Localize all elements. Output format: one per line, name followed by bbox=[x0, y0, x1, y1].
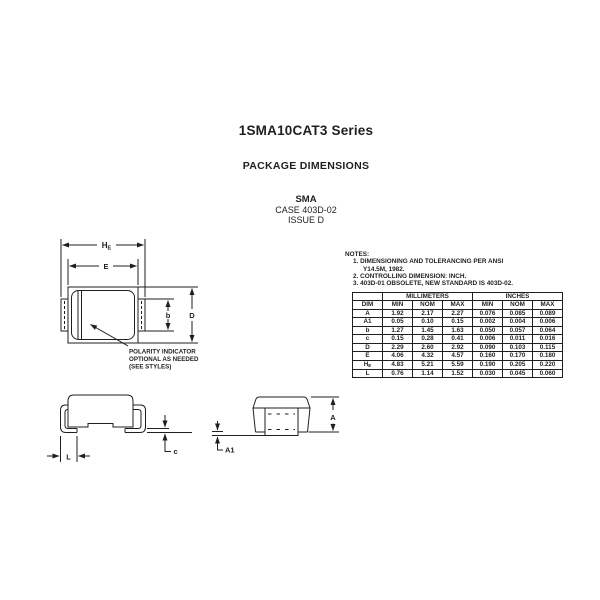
dim-label-l: L bbox=[66, 452, 71, 462]
value-cell: 0.28 bbox=[413, 335, 443, 344]
c-dimension bbox=[147, 415, 192, 456]
dim-label-d: D bbox=[189, 310, 195, 320]
value-cell: 2.92 bbox=[443, 343, 473, 352]
table-row bbox=[353, 369, 563, 378]
value-cell: 1.14 bbox=[413, 369, 443, 378]
value-cell: 2.60 bbox=[413, 343, 443, 352]
package-body-end-view bbox=[212, 397, 310, 436]
value-cell: 1.52 bbox=[443, 369, 473, 378]
value-cell: 0.15 bbox=[383, 335, 413, 344]
value-cell: 5.21 bbox=[413, 360, 443, 369]
value-cell: 0.057 bbox=[503, 326, 533, 335]
section-heading: PACKAGE DIMENSIONS bbox=[242, 160, 370, 172]
value-cell: 4.83 bbox=[383, 360, 413, 369]
value-cell: 0.004 bbox=[503, 318, 533, 327]
col-header: NOM bbox=[503, 301, 533, 310]
value-cell: 0.050 bbox=[473, 326, 503, 335]
table-row bbox=[353, 335, 563, 344]
value-cell: 4.57 bbox=[443, 352, 473, 361]
dim-label-cell: D bbox=[353, 343, 383, 352]
left-terminal bbox=[61, 299, 68, 331]
dim-label-cell: $H_E$ bbox=[353, 360, 383, 369]
value-cell: 2.27 bbox=[443, 309, 473, 318]
value-cell: 0.002 bbox=[473, 318, 503, 327]
value-cell: 0.190 bbox=[473, 360, 503, 369]
dim-label-c: c bbox=[173, 447, 178, 456]
dim-column-header: DIM bbox=[353, 301, 383, 310]
package-body-side-view bbox=[68, 395, 133, 427]
table-row bbox=[353, 343, 563, 352]
side-view-diagram bbox=[40, 385, 230, 470]
dimension-table bbox=[352, 292, 563, 378]
package-name: SMA bbox=[295, 194, 317, 205]
end-view-diagram bbox=[210, 390, 345, 465]
value-cell: 4.32 bbox=[413, 352, 443, 361]
value-cell: 0.064 bbox=[533, 326, 563, 335]
value-cell: 1.63 bbox=[443, 326, 473, 335]
dim-label-cell: c bbox=[353, 335, 383, 344]
a-dimension bbox=[309, 397, 340, 432]
table-row bbox=[353, 309, 563, 318]
dim-label-b: b bbox=[165, 310, 171, 320]
value-cell: 0.10 bbox=[413, 318, 443, 327]
value-cell: 0.205 bbox=[503, 360, 533, 369]
value-cell: 1.92 bbox=[383, 309, 413, 318]
dim-label-cell: b bbox=[353, 326, 383, 335]
value-cell: 0.180 bbox=[533, 352, 563, 361]
value-cell: 1.27 bbox=[383, 326, 413, 335]
table-row bbox=[353, 326, 563, 335]
dim-label-e: E bbox=[103, 262, 109, 271]
b-dimension bbox=[145, 299, 174, 331]
col-header: MAX bbox=[443, 301, 473, 310]
e-dimension bbox=[68, 259, 138, 285]
note-line: 3. 403D-01 OBSOLETE, NEW STANDARD IS 403D-02. bbox=[353, 280, 514, 288]
value-cell: 0.220 bbox=[533, 360, 563, 369]
table-row bbox=[353, 352, 563, 361]
value-cell: 0.15 bbox=[443, 318, 473, 327]
value-cell: 0.030 bbox=[473, 369, 503, 378]
dim-label-cell: E bbox=[353, 352, 383, 361]
notes-block bbox=[345, 251, 513, 287]
value-cell: 0.060 bbox=[533, 369, 563, 378]
unit-header-inches: INCHES bbox=[473, 293, 563, 301]
value-cell: 0.076 bbox=[473, 309, 503, 318]
table-row bbox=[353, 360, 563, 369]
value-cell: 0.089 bbox=[533, 309, 563, 318]
col-header: NOM bbox=[413, 301, 443, 310]
dim-label-cell: L bbox=[353, 369, 383, 378]
value-cell: 0.006 bbox=[533, 318, 563, 327]
value-cell: 0.41 bbox=[443, 335, 473, 344]
value-cell: 0.103 bbox=[503, 343, 533, 352]
table-column-header-row bbox=[353, 301, 563, 310]
value-cell: 0.05 bbox=[383, 318, 413, 327]
page-title: 1SMA10CAT3 Series bbox=[238, 123, 374, 138]
dim-corner-cell bbox=[353, 293, 383, 301]
value-cell: 0.085 bbox=[503, 309, 533, 318]
dim-label-a: A bbox=[330, 413, 336, 422]
svg-text:POLARITY INDICATOR: POLARITY INDICATOR bbox=[129, 348, 196, 356]
col-header: MIN bbox=[383, 301, 413, 310]
right-terminal bbox=[138, 299, 145, 331]
dim-label-cell: A bbox=[353, 309, 383, 318]
note-line: Y14.5M, 1982. bbox=[363, 265, 405, 273]
case-number: CASE 403D-02 bbox=[275, 205, 337, 215]
package-body-top-view bbox=[61, 287, 145, 343]
issue-line: ISSUE D bbox=[287, 215, 324, 225]
unit-header-millimeters: MILLIMETERS bbox=[383, 293, 473, 301]
value-cell: 0.76 bbox=[383, 369, 413, 378]
value-cell: 0.016 bbox=[533, 335, 563, 344]
svg-text:(SEE STYLES): (SEE STYLES) bbox=[129, 363, 172, 371]
dim-label-he: HE bbox=[101, 241, 112, 252]
value-cell: 0.160 bbox=[473, 352, 503, 361]
value-cell: 0.115 bbox=[533, 343, 563, 352]
value-cell: 5.59 bbox=[443, 360, 473, 369]
value-cell: 0.170 bbox=[503, 352, 533, 361]
dim-label-a1: A1 bbox=[225, 445, 235, 455]
value-cell: 0.045 bbox=[503, 369, 533, 378]
value-cell: 0.006 bbox=[473, 335, 503, 344]
dim-label-cell: A1 bbox=[353, 318, 383, 327]
svg-text:OPTIONAL AS NEEDED: OPTIONAL AS NEEDED bbox=[129, 356, 199, 363]
value-cell: 4.06 bbox=[383, 352, 413, 361]
value-cell: 2.29 bbox=[383, 343, 413, 352]
note-line: 2. CONTROLLING DIMENSION: INCH. bbox=[353, 272, 467, 280]
note-line: 1. DIMENSIONING AND TOLERANCING PER ANSI bbox=[353, 258, 504, 266]
table-row bbox=[353, 318, 563, 327]
value-cell: 1.45 bbox=[413, 326, 443, 335]
l-dimension bbox=[47, 436, 90, 462]
top-view-diagram bbox=[40, 233, 215, 383]
value-cell: 0.011 bbox=[503, 335, 533, 344]
a1-dimension bbox=[212, 421, 235, 455]
table-unit-header-row bbox=[353, 293, 563, 301]
value-cell: 2.17 bbox=[413, 309, 443, 318]
value-cell: 0.090 bbox=[473, 343, 503, 352]
col-header: MAX bbox=[533, 301, 563, 310]
notes-heading: NOTES: bbox=[345, 251, 370, 258]
col-header: MIN bbox=[473, 301, 503, 310]
